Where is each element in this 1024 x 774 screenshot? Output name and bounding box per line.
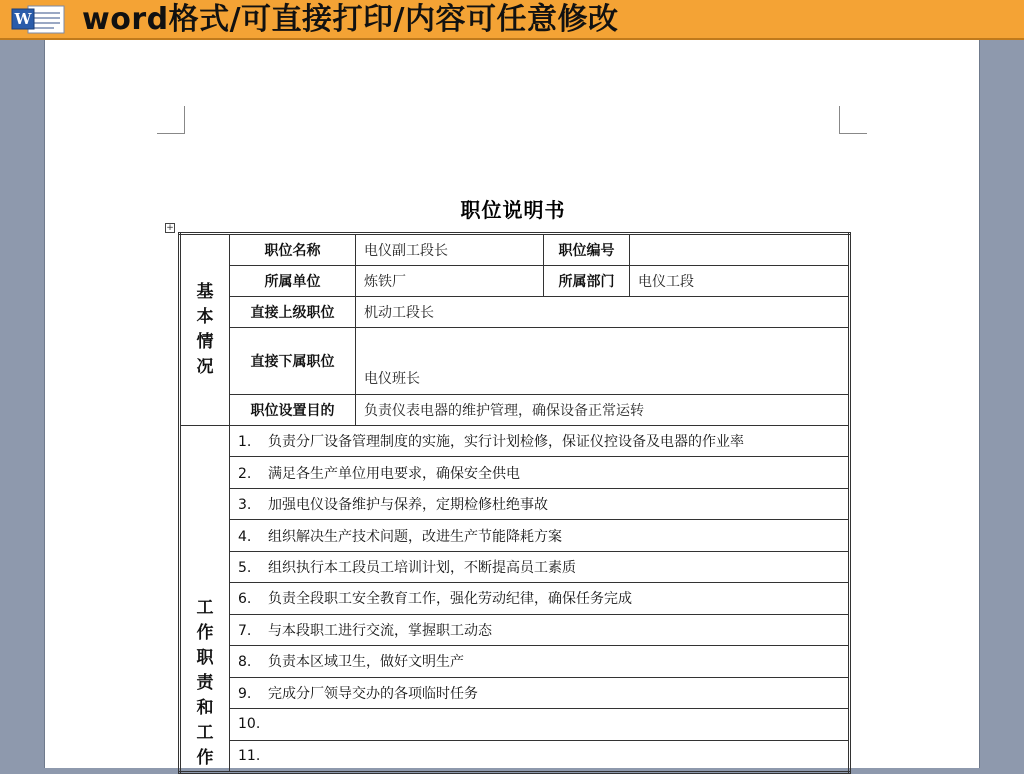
duty-row [180, 583, 850, 614]
superior-value[interactable]: 机动工段长 [356, 297, 850, 328]
duty-item[interactable] [230, 520, 850, 551]
table-row [180, 297, 850, 328]
job-name-value[interactable]: 电仪副工段长 [356, 234, 544, 266]
word-document-icon [10, 5, 68, 35]
duty-row [180, 646, 850, 677]
duty-text: 组织解决生产技术问题，改进生产节能降耗方案 [268, 528, 562, 545]
unit-label: 所属单位 [230, 266, 356, 297]
top-banner [0, 0, 1024, 40]
document-title: 职位说明书 [460, 198, 566, 222]
purpose-value[interactable]: 负责仪表电器的维护管理，确保设备正常运转 [356, 395, 850, 426]
subordinate-value[interactable]: 电仪班长 [356, 328, 850, 395]
duty-row [180, 457, 850, 488]
section-label-basic-text: 基 本 情 况 [196, 282, 214, 377]
job-name-label: 职位名称 [230, 234, 356, 266]
unit-value[interactable]: 炼铁厂 [356, 266, 544, 297]
duty-row [180, 677, 850, 708]
duty-row [180, 426, 850, 457]
duty-number: 2. [238, 465, 252, 482]
duty-text: 完成分厂领导交办的各项临时任务 [268, 685, 478, 702]
duty-row [180, 614, 850, 645]
dept-value[interactable]: 电仪工段 [630, 266, 850, 297]
duty-number: 6. [238, 591, 252, 608]
document-page [44, 40, 980, 768]
duty-row [180, 520, 850, 551]
job-code-value[interactable] [630, 234, 850, 266]
duty-number: 10. [238, 716, 261, 733]
subordinate-label: 直接下属职位 [230, 328, 356, 395]
duty-number: 11. [238, 747, 261, 764]
duty-text: 负责全段职工安全教育工作，强化劳动纪律，确保任务完成 [268, 591, 632, 608]
table-row [180, 328, 850, 395]
section-label-basic [180, 234, 230, 426]
duty-item[interactable] [230, 457, 850, 488]
duty-number: 3. [238, 497, 252, 514]
duty-row [180, 551, 850, 582]
duty-number: 1. [238, 434, 252, 451]
section-label-duties [180, 426, 230, 773]
duty-item[interactable] [230, 488, 850, 519]
duty-text: 组织执行本工段员工培训计划，不断提高员工素质 [268, 560, 576, 577]
duty-text: 与本段职工进行交流，掌握职工动态 [268, 622, 492, 639]
duty-item[interactable] [230, 614, 850, 645]
section-label-duties-text: 工 作 职 责 和 工 作 [196, 598, 214, 768]
table-row [180, 234, 850, 266]
duty-text: 负责本区域卫生，做好文明生产 [268, 654, 464, 671]
table-move-handle-icon[interactable]: + [166, 223, 174, 233]
duty-number: 4. [238, 528, 252, 545]
job-code-label: 职位编号 [544, 234, 630, 266]
duty-item[interactable] [230, 646, 850, 677]
word-icon-letter: W [14, 10, 32, 28]
duty-row [180, 709, 850, 740]
superior-label: 直接上级职位 [230, 297, 356, 328]
duty-text: 负责分厂设备管理制度的实施，实行计划检修，保证仪控设备及电器的作业率 [268, 434, 744, 451]
crop-mark-right [839, 106, 867, 134]
duty-number: 7. [238, 622, 252, 639]
dept-label: 所属部门 [544, 266, 630, 297]
duty-text: 满足各生产单位用电要求，确保安全供电 [268, 465, 520, 482]
job-description-table [178, 232, 851, 774]
duty-item[interactable] [230, 551, 850, 582]
table-row [180, 395, 850, 426]
purpose-label: 职位设置目的 [230, 395, 356, 426]
duty-number: 9. [238, 685, 252, 702]
duty-item[interactable] [230, 583, 850, 614]
duty-number: 8. [238, 654, 252, 671]
duty-number: 5. [238, 560, 252, 577]
banner-text: word格式/可直接打印/内容可任意修改 [82, 2, 619, 37]
table-row [180, 266, 850, 297]
duty-item[interactable] [230, 677, 850, 708]
crop-mark-left [157, 106, 185, 134]
duty-text: 加强电仪设备维护与保养，定期检修杜绝事故 [268, 497, 548, 514]
duty-row [180, 488, 850, 519]
duty-item[interactable] [230, 426, 850, 457]
duty-item[interactable] [230, 709, 850, 740]
